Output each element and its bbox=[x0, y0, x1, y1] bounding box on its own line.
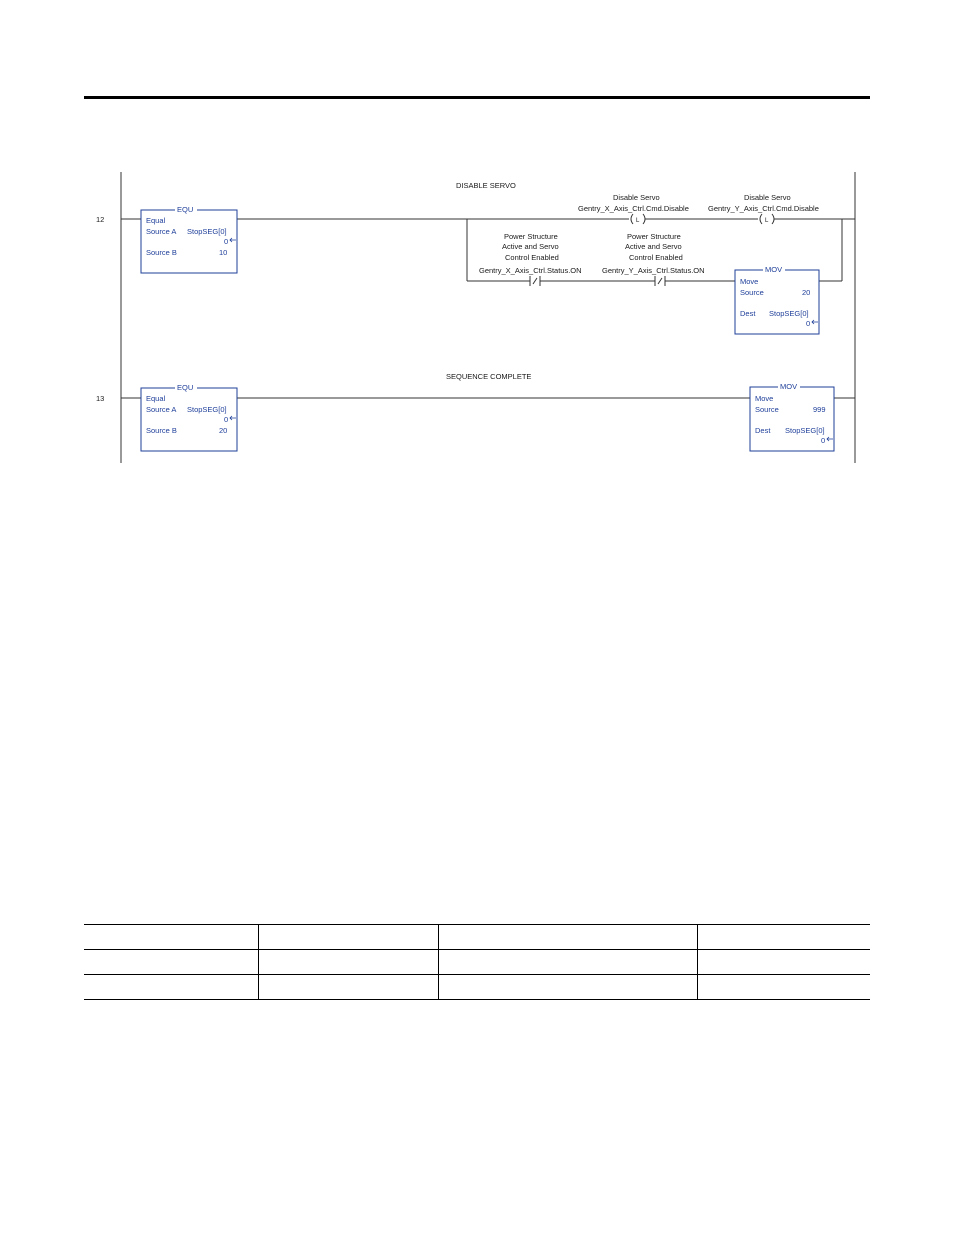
contact-description-line3: Control Enabled bbox=[629, 253, 683, 262]
mov-instruction[interactable] bbox=[750, 382, 834, 451]
table-row bbox=[84, 975, 870, 1000]
rung-comment: DISABLE SERVO bbox=[456, 181, 516, 190]
instruction-title: Equal bbox=[146, 216, 166, 225]
source-b-value[interactable]: 10 bbox=[219, 248, 228, 257]
table-cell bbox=[84, 925, 258, 950]
table-cell bbox=[438, 975, 697, 1000]
ladder-diagram bbox=[0, 0, 954, 480]
contact-description-line1: Power Structure bbox=[504, 232, 558, 241]
source-label: Source bbox=[755, 405, 779, 414]
dest-value: 0 bbox=[821, 436, 826, 445]
table-cell bbox=[258, 950, 438, 975]
latch-symbol: L bbox=[636, 218, 640, 224]
table-cell bbox=[438, 950, 697, 975]
table-cell bbox=[258, 925, 438, 950]
instruction-name: EQU bbox=[177, 383, 194, 392]
source-value[interactable]: 999 bbox=[813, 405, 826, 414]
dest-label: Dest bbox=[755, 426, 771, 435]
rung-number[interactable]: 12 bbox=[96, 215, 105, 224]
dest-tag[interactable]: StopSEG[0] bbox=[785, 426, 825, 435]
dest-tag[interactable]: StopSEG[0] bbox=[769, 309, 809, 318]
empty-table bbox=[84, 924, 870, 1000]
table-cell bbox=[697, 925, 870, 950]
contact-description-line2: Active and Servo bbox=[502, 242, 559, 251]
xio-contact-icon bbox=[655, 276, 665, 286]
source-a-label: Source A bbox=[146, 227, 177, 236]
source-b-label: Source B bbox=[146, 248, 177, 257]
instruction-title: Move bbox=[740, 277, 759, 286]
dest-label: Dest bbox=[740, 309, 756, 318]
rung-comment: SEQUENCE COMPLETE bbox=[446, 372, 532, 381]
source-a-tag[interactable]: StopSEG[0] bbox=[187, 227, 227, 236]
instruction-title: Move bbox=[755, 394, 774, 403]
coil-description: Disable Servo bbox=[613, 193, 660, 202]
equ-instruction[interactable] bbox=[141, 205, 237, 273]
contact-tag[interactable]: Gentry_Y_Axis_Ctrl.Status.ON bbox=[602, 266, 705, 275]
table-cell bbox=[697, 975, 870, 1000]
source-label: Source bbox=[740, 288, 764, 297]
table-cell bbox=[438, 925, 697, 950]
source-b-label: Source B bbox=[146, 426, 177, 435]
equ-instruction[interactable] bbox=[141, 383, 237, 451]
table-row bbox=[84, 925, 870, 950]
contact-description-line2: Active and Servo bbox=[625, 242, 682, 251]
xio-contact-icon bbox=[530, 276, 540, 286]
rung-number[interactable]: 13 bbox=[96, 394, 105, 403]
source-value[interactable]: 20 bbox=[802, 288, 811, 297]
table-row bbox=[84, 950, 870, 975]
table-cell bbox=[697, 950, 870, 975]
instruction-name: MOV bbox=[780, 382, 798, 391]
instruction-name: EQU bbox=[177, 205, 194, 214]
instruction-name: MOV bbox=[765, 265, 783, 274]
contact-description-line3: Control Enabled bbox=[505, 253, 559, 262]
coil-description: Disable Servo bbox=[744, 193, 791, 202]
mov-instruction[interactable] bbox=[735, 265, 819, 334]
table-cell bbox=[84, 975, 258, 1000]
coil-tag[interactable]: Gentry_X_Axis_Ctrl.Cmd.Disable bbox=[578, 204, 689, 213]
source-b-value[interactable]: 20 bbox=[219, 426, 228, 435]
contact-description-line1: Power Structure bbox=[627, 232, 681, 241]
instruction-title: Equal bbox=[146, 394, 166, 403]
xio-contact-y[interactable] bbox=[602, 232, 705, 286]
table-cell bbox=[84, 950, 258, 975]
source-a-value: 0 bbox=[224, 415, 229, 424]
source-a-label: Source A bbox=[146, 405, 177, 414]
coil-tag[interactable]: Gentry_Y_Axis_Ctrl.Cmd.Disable bbox=[708, 204, 819, 213]
xio-contact-x[interactable] bbox=[479, 232, 582, 286]
dest-value: 0 bbox=[806, 319, 811, 328]
latch-symbol: L bbox=[765, 218, 769, 224]
table-cell bbox=[258, 975, 438, 1000]
source-a-tag[interactable]: StopSEG[0] bbox=[187, 405, 227, 414]
contact-tag[interactable]: Gentry_X_Axis_Ctrl.Status.ON bbox=[479, 266, 582, 275]
source-a-value: 0 bbox=[224, 237, 229, 246]
